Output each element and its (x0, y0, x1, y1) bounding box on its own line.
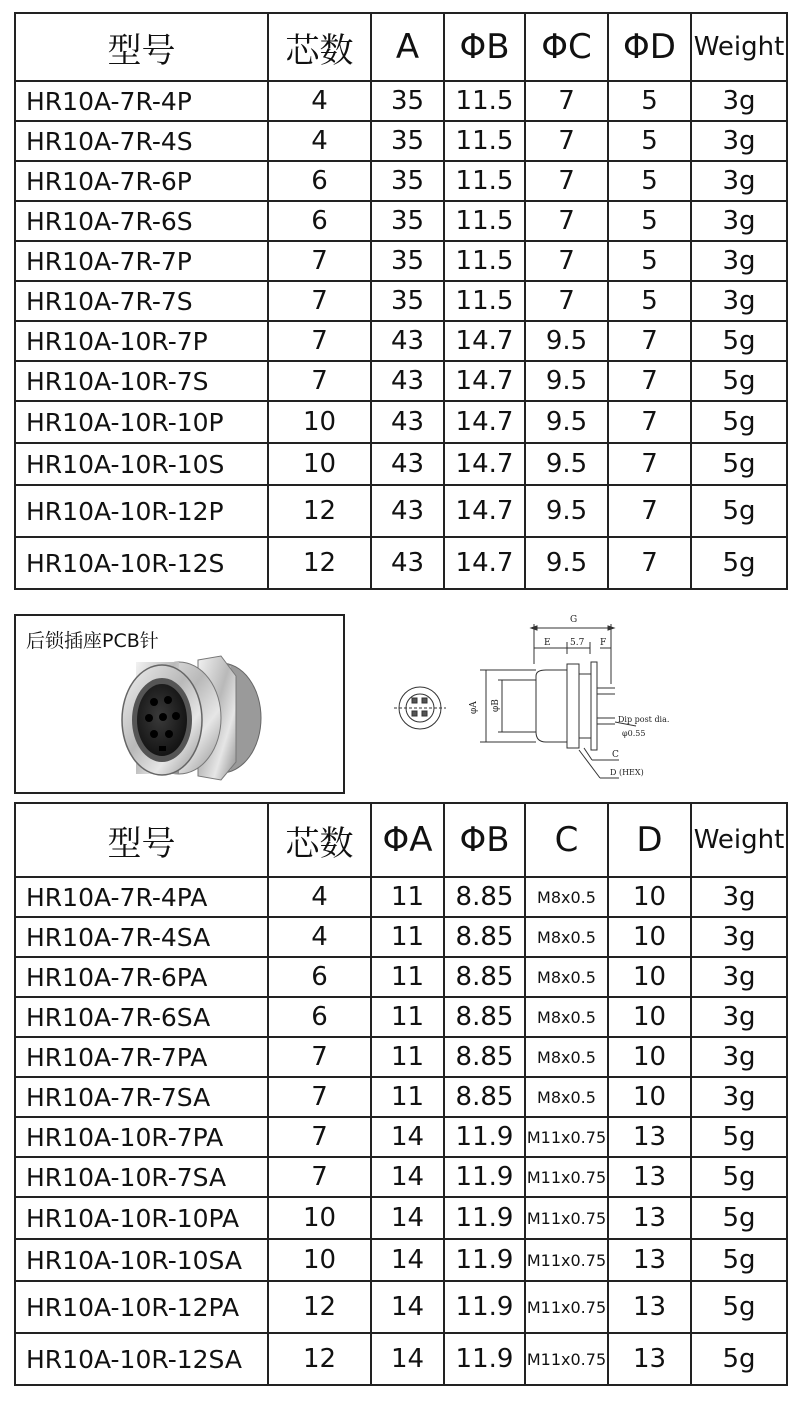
model-cell: HR10A-10R-12S (15, 537, 268, 589)
value-cell: 12 (268, 485, 371, 537)
value-cell: 14 (371, 1239, 444, 1281)
value-cell: 7 (608, 321, 691, 361)
model-cell: HR10A-10R-12PA (15, 1281, 268, 1333)
header-row (15, 803, 787, 877)
header-cell: 型号 (15, 13, 268, 81)
value-cell: M8x0.5 (525, 1077, 608, 1117)
value-cell: 11.5 (444, 121, 525, 161)
value-cell: 35 (371, 281, 444, 321)
table-row (15, 1333, 787, 1385)
value-cell: 11.9 (444, 1333, 525, 1385)
table-row (15, 1157, 787, 1197)
value-cell: 7 (525, 281, 608, 321)
value-cell: 5g (691, 1239, 787, 1281)
model-cell: HR10A-10R-10P (15, 401, 268, 443)
value-cell: 8.85 (444, 957, 525, 997)
value-cell: 11.5 (444, 201, 525, 241)
value-cell: 43 (371, 537, 444, 589)
model-cell: HR10A-10R-10PA (15, 1197, 268, 1239)
value-cell: 10 (608, 997, 691, 1037)
value-cell: 35 (371, 161, 444, 201)
value-cell: 10 (608, 1077, 691, 1117)
value-cell: 3g (691, 997, 787, 1037)
value-cell: 4 (268, 877, 371, 917)
header-cell: 型号 (15, 803, 268, 877)
value-cell: 5g (691, 485, 787, 537)
value-cell: 5g (691, 401, 787, 443)
value-cell: 11.9 (444, 1117, 525, 1157)
value-cell: 6 (268, 957, 371, 997)
value-cell: 7 (525, 161, 608, 201)
value-cell: 14 (371, 1281, 444, 1333)
value-cell: 10 (268, 1197, 371, 1239)
table-row (15, 281, 787, 321)
model-cell: HR10A-10R-7SA (15, 1157, 268, 1197)
product-section (14, 614, 786, 794)
value-cell: 14 (371, 1157, 444, 1197)
value-cell: 10 (268, 443, 371, 485)
model-cell: HR10A-10R-10S (15, 443, 268, 485)
model-cell: HR10A-7R-4P (15, 81, 268, 121)
value-cell: 11 (371, 1077, 444, 1117)
model-cell: HR10A-10R-10SA (15, 1239, 268, 1281)
value-cell: 5g (691, 1197, 787, 1239)
value-cell: M8x0.5 (525, 1037, 608, 1077)
value-cell: 7 (525, 81, 608, 121)
value-cell: 11.5 (444, 161, 525, 201)
value-cell: 5g (691, 321, 787, 361)
header-cell: ΦA (371, 803, 444, 877)
value-cell: 11 (371, 877, 444, 917)
value-cell: 14 (371, 1117, 444, 1157)
table-row (15, 877, 787, 917)
value-cell: 7 (525, 201, 608, 241)
value-cell: 14.7 (444, 361, 525, 401)
value-cell: 5g (691, 361, 787, 401)
spec-table-1 (14, 12, 788, 590)
value-cell: M11x0.75 (525, 1157, 608, 1197)
table-row (15, 121, 787, 161)
model-cell: HR10A-10R-12SA (15, 1333, 268, 1385)
value-cell: 7 (608, 401, 691, 443)
value-cell: 5g (691, 1117, 787, 1157)
value-cell: 14 (371, 1333, 444, 1385)
label-57: 5.7 (570, 638, 585, 648)
value-cell: 14 (371, 1197, 444, 1239)
value-cell: 5 (608, 161, 691, 201)
value-cell: 4 (268, 81, 371, 121)
table-row (15, 361, 787, 401)
product-photo-box (14, 614, 345, 794)
value-cell: 9.5 (525, 537, 608, 589)
header-cell: 芯数 (268, 13, 371, 81)
value-cell: 5 (608, 201, 691, 241)
table-row (15, 401, 787, 443)
model-cell: HR10A-7R-4PA (15, 877, 268, 917)
value-cell: 8.85 (444, 917, 525, 957)
value-cell: 9.5 (525, 401, 608, 443)
value-cell: 9.5 (525, 443, 608, 485)
value-cell: 3g (691, 957, 787, 997)
value-cell: 7 (608, 361, 691, 401)
value-cell: 5 (608, 81, 691, 121)
value-cell: 8.85 (444, 1037, 525, 1077)
value-cell: 10 (268, 1239, 371, 1281)
model-cell: HR10A-7R-6PA (15, 957, 268, 997)
connector-photo (16, 616, 343, 792)
spec-table-2 (14, 802, 788, 1386)
table-row (15, 485, 787, 537)
value-cell: 5g (691, 1157, 787, 1197)
header-cell: ΦC (525, 13, 608, 81)
value-cell: 5 (608, 121, 691, 161)
value-cell: 6 (268, 997, 371, 1037)
value-cell: 11.5 (444, 81, 525, 121)
value-cell: 11.5 (444, 281, 525, 321)
value-cell: 8.85 (444, 877, 525, 917)
table-row (15, 201, 787, 241)
value-cell: 10 (608, 877, 691, 917)
model-cell: HR10A-10R-7P (15, 321, 268, 361)
label-phi-a: φA (469, 701, 479, 714)
table-row (15, 1117, 787, 1157)
value-cell: 5g (691, 1333, 787, 1385)
value-cell: 13 (608, 1197, 691, 1239)
table-row (15, 321, 787, 361)
model-cell: HR10A-10R-12P (15, 485, 268, 537)
value-cell: 11 (371, 1037, 444, 1077)
label-g: G (570, 615, 578, 625)
value-cell: M8x0.5 (525, 877, 608, 917)
value-cell: 5 (608, 241, 691, 281)
value-cell: M11x0.75 (525, 1239, 608, 1281)
model-cell: HR10A-7R-6P (15, 161, 268, 201)
value-cell: 11.5 (444, 241, 525, 281)
label-dip-post: Dip post dia. (618, 715, 670, 724)
table-row (15, 1037, 787, 1077)
table-row (15, 1197, 787, 1239)
value-cell: 6 (268, 161, 371, 201)
value-cell: 6 (268, 201, 371, 241)
value-cell: 43 (371, 361, 444, 401)
value-cell: 3g (691, 161, 787, 201)
value-cell: 7 (268, 321, 371, 361)
value-cell: 43 (371, 443, 444, 485)
value-cell: 5 (608, 281, 691, 321)
table-row (15, 1239, 787, 1281)
table-row (15, 1077, 787, 1117)
value-cell: 35 (371, 121, 444, 161)
value-cell: 3g (691, 201, 787, 241)
table-row (15, 1281, 787, 1333)
value-cell: M8x0.5 (525, 997, 608, 1037)
value-cell: 5g (691, 443, 787, 485)
value-cell: 13 (608, 1157, 691, 1197)
value-cell: 7 (268, 1037, 371, 1077)
value-cell: 11 (371, 997, 444, 1037)
model-cell: HR10A-7R-4SA (15, 917, 268, 957)
value-cell: 3g (691, 1077, 787, 1117)
value-cell: 5g (691, 537, 787, 589)
value-cell: 3g (691, 877, 787, 917)
drawing-labels (469, 615, 669, 777)
value-cell: 11.9 (444, 1281, 525, 1333)
header-cell: D (608, 803, 691, 877)
value-cell: M8x0.5 (525, 917, 608, 957)
value-cell: 11.9 (444, 1239, 525, 1281)
value-cell: 10 (608, 917, 691, 957)
dimension-drawing (374, 614, 784, 794)
value-cell: 11.9 (444, 1157, 525, 1197)
label-d-hex: D (HEX) (610, 768, 644, 777)
value-cell: 11 (371, 917, 444, 957)
table-row (15, 443, 787, 485)
front-view (394, 687, 446, 729)
value-cell: 8.85 (444, 997, 525, 1037)
value-cell: 43 (371, 401, 444, 443)
value-cell: 7 (525, 241, 608, 281)
header-cell: ΦB (444, 13, 525, 81)
value-cell: M11x0.75 (525, 1197, 608, 1239)
value-cell: M11x0.75 (525, 1281, 608, 1333)
value-cell: 10 (608, 957, 691, 997)
model-cell: HR10A-7R-7SA (15, 1077, 268, 1117)
value-cell: 12 (268, 1281, 371, 1333)
value-cell: 4 (268, 121, 371, 161)
value-cell: 13 (608, 1281, 691, 1333)
label-dip-value: φ0.55 (622, 729, 646, 738)
value-cell: 9.5 (525, 485, 608, 537)
value-cell: 35 (371, 201, 444, 241)
value-cell: 3g (691, 1037, 787, 1077)
value-cell: 10 (608, 1037, 691, 1077)
value-cell: M11x0.75 (525, 1333, 608, 1385)
value-cell: 7 (525, 121, 608, 161)
value-cell: 13 (608, 1117, 691, 1157)
value-cell: 14.7 (444, 537, 525, 589)
value-cell: 3g (691, 281, 787, 321)
header-cell: ΦB (444, 803, 525, 877)
value-cell: 8.85 (444, 1077, 525, 1117)
value-cell: 14.7 (444, 321, 525, 361)
value-cell: 7 (608, 443, 691, 485)
value-cell: 9.5 (525, 321, 608, 361)
header-row (15, 13, 787, 81)
product-caption: 后锁插座PCB针 (26, 630, 159, 652)
model-cell: HR10A-7R-6SA (15, 997, 268, 1037)
value-cell: 14.7 (444, 443, 525, 485)
value-cell: 43 (371, 485, 444, 537)
value-cell: 5g (691, 1281, 787, 1333)
value-cell: 7 (268, 1157, 371, 1197)
header-cell: C (525, 803, 608, 877)
table-row (15, 957, 787, 997)
value-cell: 12 (268, 537, 371, 589)
value-cell: 11.9 (444, 1197, 525, 1239)
value-cell: M11x0.75 (525, 1117, 608, 1157)
value-cell: M8x0.5 (525, 957, 608, 997)
header-cell: 芯数 (268, 803, 371, 877)
value-cell: 7 (268, 361, 371, 401)
header-cell: ΦD (608, 13, 691, 81)
value-cell: 3g (691, 917, 787, 957)
table-row (15, 81, 787, 121)
value-cell: 13 (608, 1333, 691, 1385)
model-cell: HR10A-7R-6S (15, 201, 268, 241)
table-row (15, 241, 787, 281)
value-cell: 13 (608, 1239, 691, 1281)
value-cell: 35 (371, 81, 444, 121)
table-row (15, 997, 787, 1037)
table-row (15, 537, 787, 589)
value-cell: 3g (691, 241, 787, 281)
value-cell: 3g (691, 121, 787, 161)
model-cell: HR10A-7R-7PA (15, 1037, 268, 1077)
model-cell: HR10A-7R-7S (15, 281, 268, 321)
model-cell: HR10A-7R-7P (15, 241, 268, 281)
table-row (15, 917, 787, 957)
value-cell: 7 (608, 485, 691, 537)
label-f: F (600, 638, 607, 648)
value-cell: 14.7 (444, 485, 525, 537)
value-cell: 7 (268, 281, 371, 321)
value-cell: 9.5 (525, 361, 608, 401)
header-cell: Weight (691, 803, 787, 877)
value-cell: 7 (268, 241, 371, 281)
model-cell: HR10A-10R-7S (15, 361, 268, 401)
label-c: C (612, 750, 619, 760)
value-cell: 3g (691, 81, 787, 121)
model-cell: HR10A-7R-4S (15, 121, 268, 161)
value-cell: 7 (608, 537, 691, 589)
value-cell: 14.7 (444, 401, 525, 443)
label-phi-b: φB (491, 699, 501, 712)
model-cell: HR10A-10R-7PA (15, 1117, 268, 1157)
value-cell: 35 (371, 241, 444, 281)
header-cell: A (371, 13, 444, 81)
table-row (15, 161, 787, 201)
value-cell: 43 (371, 321, 444, 361)
value-cell: 4 (268, 917, 371, 957)
header-cell: Weight (691, 13, 787, 81)
value-cell: 12 (268, 1333, 371, 1385)
value-cell: 7 (268, 1117, 371, 1157)
label-e: E (544, 638, 551, 648)
value-cell: 11 (371, 957, 444, 997)
value-cell: 10 (268, 401, 371, 443)
value-cell: 7 (268, 1077, 371, 1117)
